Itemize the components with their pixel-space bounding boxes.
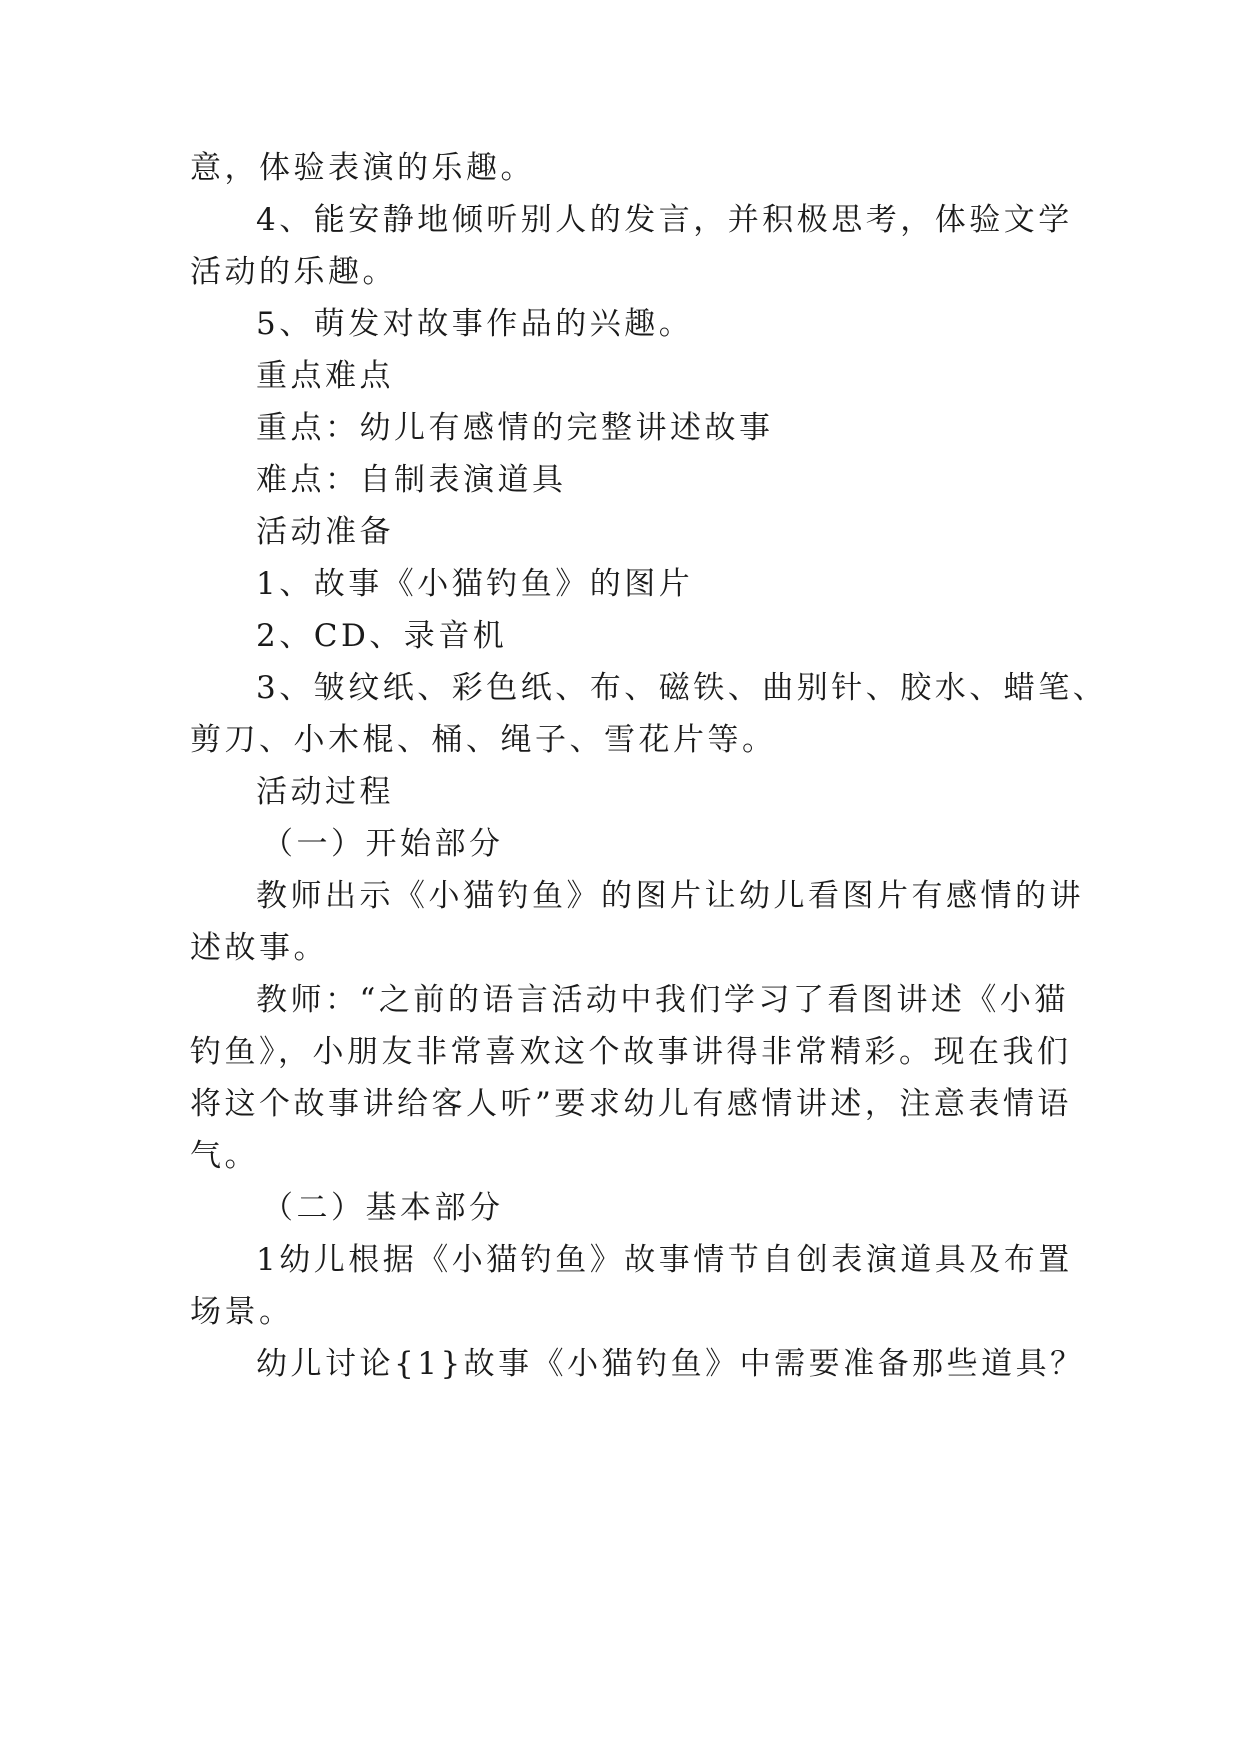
text-line: 1、故事《小猫钓鱼》的图片: [256, 566, 694, 602]
text-line: 钓鱼》，小朋友非常喜欢这个故事讲得非常精彩。现在我们: [190, 1034, 1072, 1070]
section-heading: 重点难点: [256, 358, 394, 394]
section-heading: 活动过程: [256, 774, 394, 810]
section-heading: 活动准备: [256, 514, 394, 550]
text-line: 教师：“之前的语言活动中我们学习了看图讲述《小猫: [256, 982, 1069, 1018]
text-line: 意，体验表演的乐趣。: [190, 150, 535, 186]
text-line: 教师出示《小猫钓鱼》的图片让幼儿看图片有感情的讲: [256, 878, 1084, 914]
text-line: 剪刀、小木棍、桶、绳子、雪花片等。: [190, 722, 777, 758]
text-line: 述故事。: [190, 930, 328, 966]
text-line: 幼儿讨论{1}故事《小猫钓鱼》中需要准备那些道具？: [256, 1346, 1085, 1382]
text-line: 难点：自制表演道具: [256, 462, 567, 498]
text-line: 重点：幼儿有感情的完整讲述故事: [256, 410, 774, 446]
subsection-heading: （二）基本部分: [262, 1190, 504, 1226]
text-line: 5、萌发对故事作品的兴趣。: [256, 306, 694, 342]
text-line: 1幼儿根据《小猫钓鱼》故事情节自创表演道具及布置: [256, 1242, 1073, 1278]
text-line: 气。: [190, 1138, 259, 1174]
text-line: 场景。: [190, 1294, 294, 1330]
text-line: 4、能安静地倾听别人的发言，并积极思考，体验文学: [256, 202, 1073, 238]
text-line: 3、皱纹纸、彩色纸、布、磁铁、曲别针、胶水、蜡笔、: [256, 670, 1108, 706]
subsection-heading: （一）开始部分: [262, 826, 504, 862]
text-line: 活动的乐趣。: [190, 254, 397, 290]
text-line: 2、CD、录音机: [256, 618, 508, 654]
text-line: 将这个故事讲给客人听”要求幼儿有感情讲述，注意表情语: [190, 1086, 1072, 1122]
